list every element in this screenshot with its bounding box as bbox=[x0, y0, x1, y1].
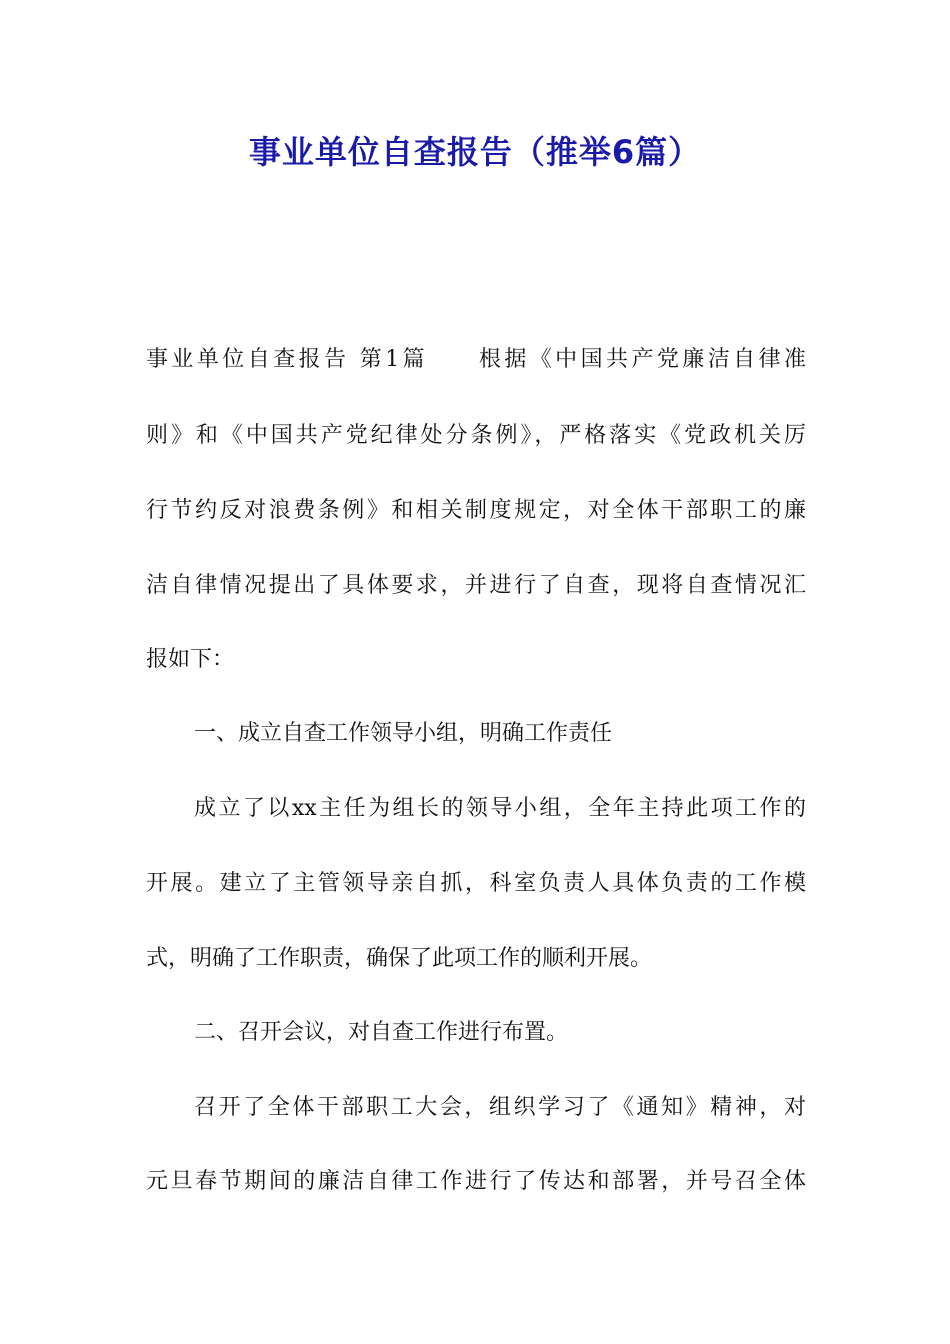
section-heading-2: 二、召开会议，对自查工作进行布置。 bbox=[194, 1020, 569, 1045]
paragraph-line-2: 则》和《中国共产党纪律处分条例》，严格落实《党政机关厉 bbox=[146, 423, 806, 448]
paragraph-line-5: 报如下： bbox=[146, 647, 235, 672]
document-title: 事业单位自查报告（推举6篇） bbox=[248, 133, 702, 171]
paragraph-line-4: 洁自律情况提出了具体要求，并进行了自查，现将自查情况汇 bbox=[146, 573, 806, 598]
paragraph-line-10: 元旦春节期间的廉洁自律工作进行了传达和部署，并号召全体 bbox=[146, 1169, 806, 1194]
paragraph-line-6: 成立了以xx主任为组长的领导小组，全年主持此项工作的 bbox=[194, 796, 806, 821]
section-heading-1: 一、成立自查工作领导小组，明确工作责任 bbox=[194, 721, 613, 746]
paragraph-line-8: 式，明确了工作职责，确保了此项工作的顺利开展。 bbox=[146, 946, 653, 971]
paragraph-line-9: 召开了全体干部职工大会，组织学习了《通知》精神，对 bbox=[194, 1095, 806, 1120]
paragraph-line-1: 事业单位自查报告 第1篇 根据《中国共产党廉洁自律准 bbox=[146, 347, 806, 372]
paragraph-line-3: 行节约反对浪费条例》和相关制度规定，对全体干部职工的廉 bbox=[146, 498, 806, 523]
paragraph-line-7: 开展。建立了主管领导亲自抓，科室负责人具体负责的工作模 bbox=[146, 871, 806, 896]
